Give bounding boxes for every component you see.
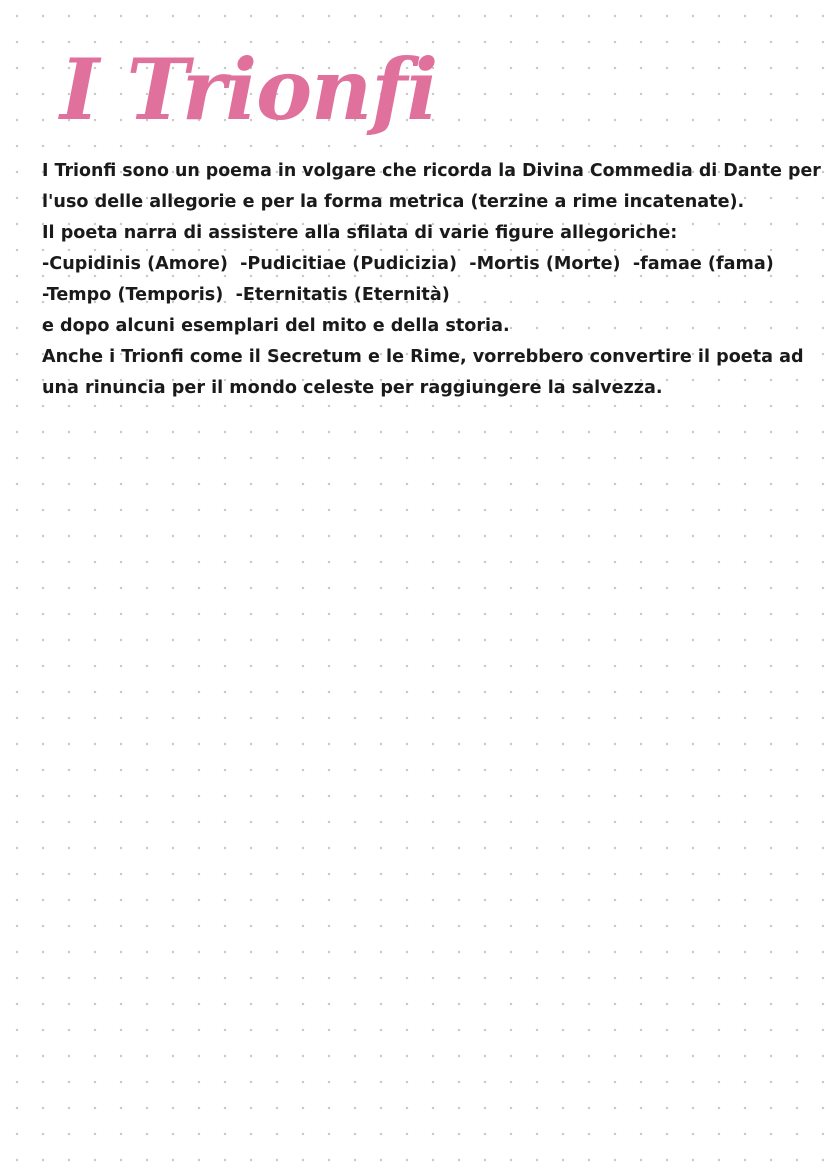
note-body [42,156,822,404]
text-line: -Tempo (Temporis) -Eternitatis (Eternità) [42,285,450,305]
text-line: -Cupidinis (Amore) -Pudicitiae (Pudicizia) -Mortis (Morte) -famae (fama) [42,254,774,274]
text-line: una rinuncia per il mondo celeste per raggiungere la salvezza. [42,378,663,398]
text-line: Il poeta narra di assistere alla sfilata di varie figure allegoriche: [42,223,678,243]
text-line: l'uso delle allegorie e per la forma metrica (terzine a rime incatenate). [42,192,745,212]
text-line: e dopo alcuni esemplari del mito e della storia. [42,316,510,336]
page-title: I Trionfi [60,40,438,139]
text-line: Anche i Trionfi come il Secretum e le Rime, vorrebbero convertire il poeta ad [42,347,804,367]
text-line: I Trionfi sono un poema in volgare che ricorda la Divina Commedia di Dante per [42,161,821,181]
